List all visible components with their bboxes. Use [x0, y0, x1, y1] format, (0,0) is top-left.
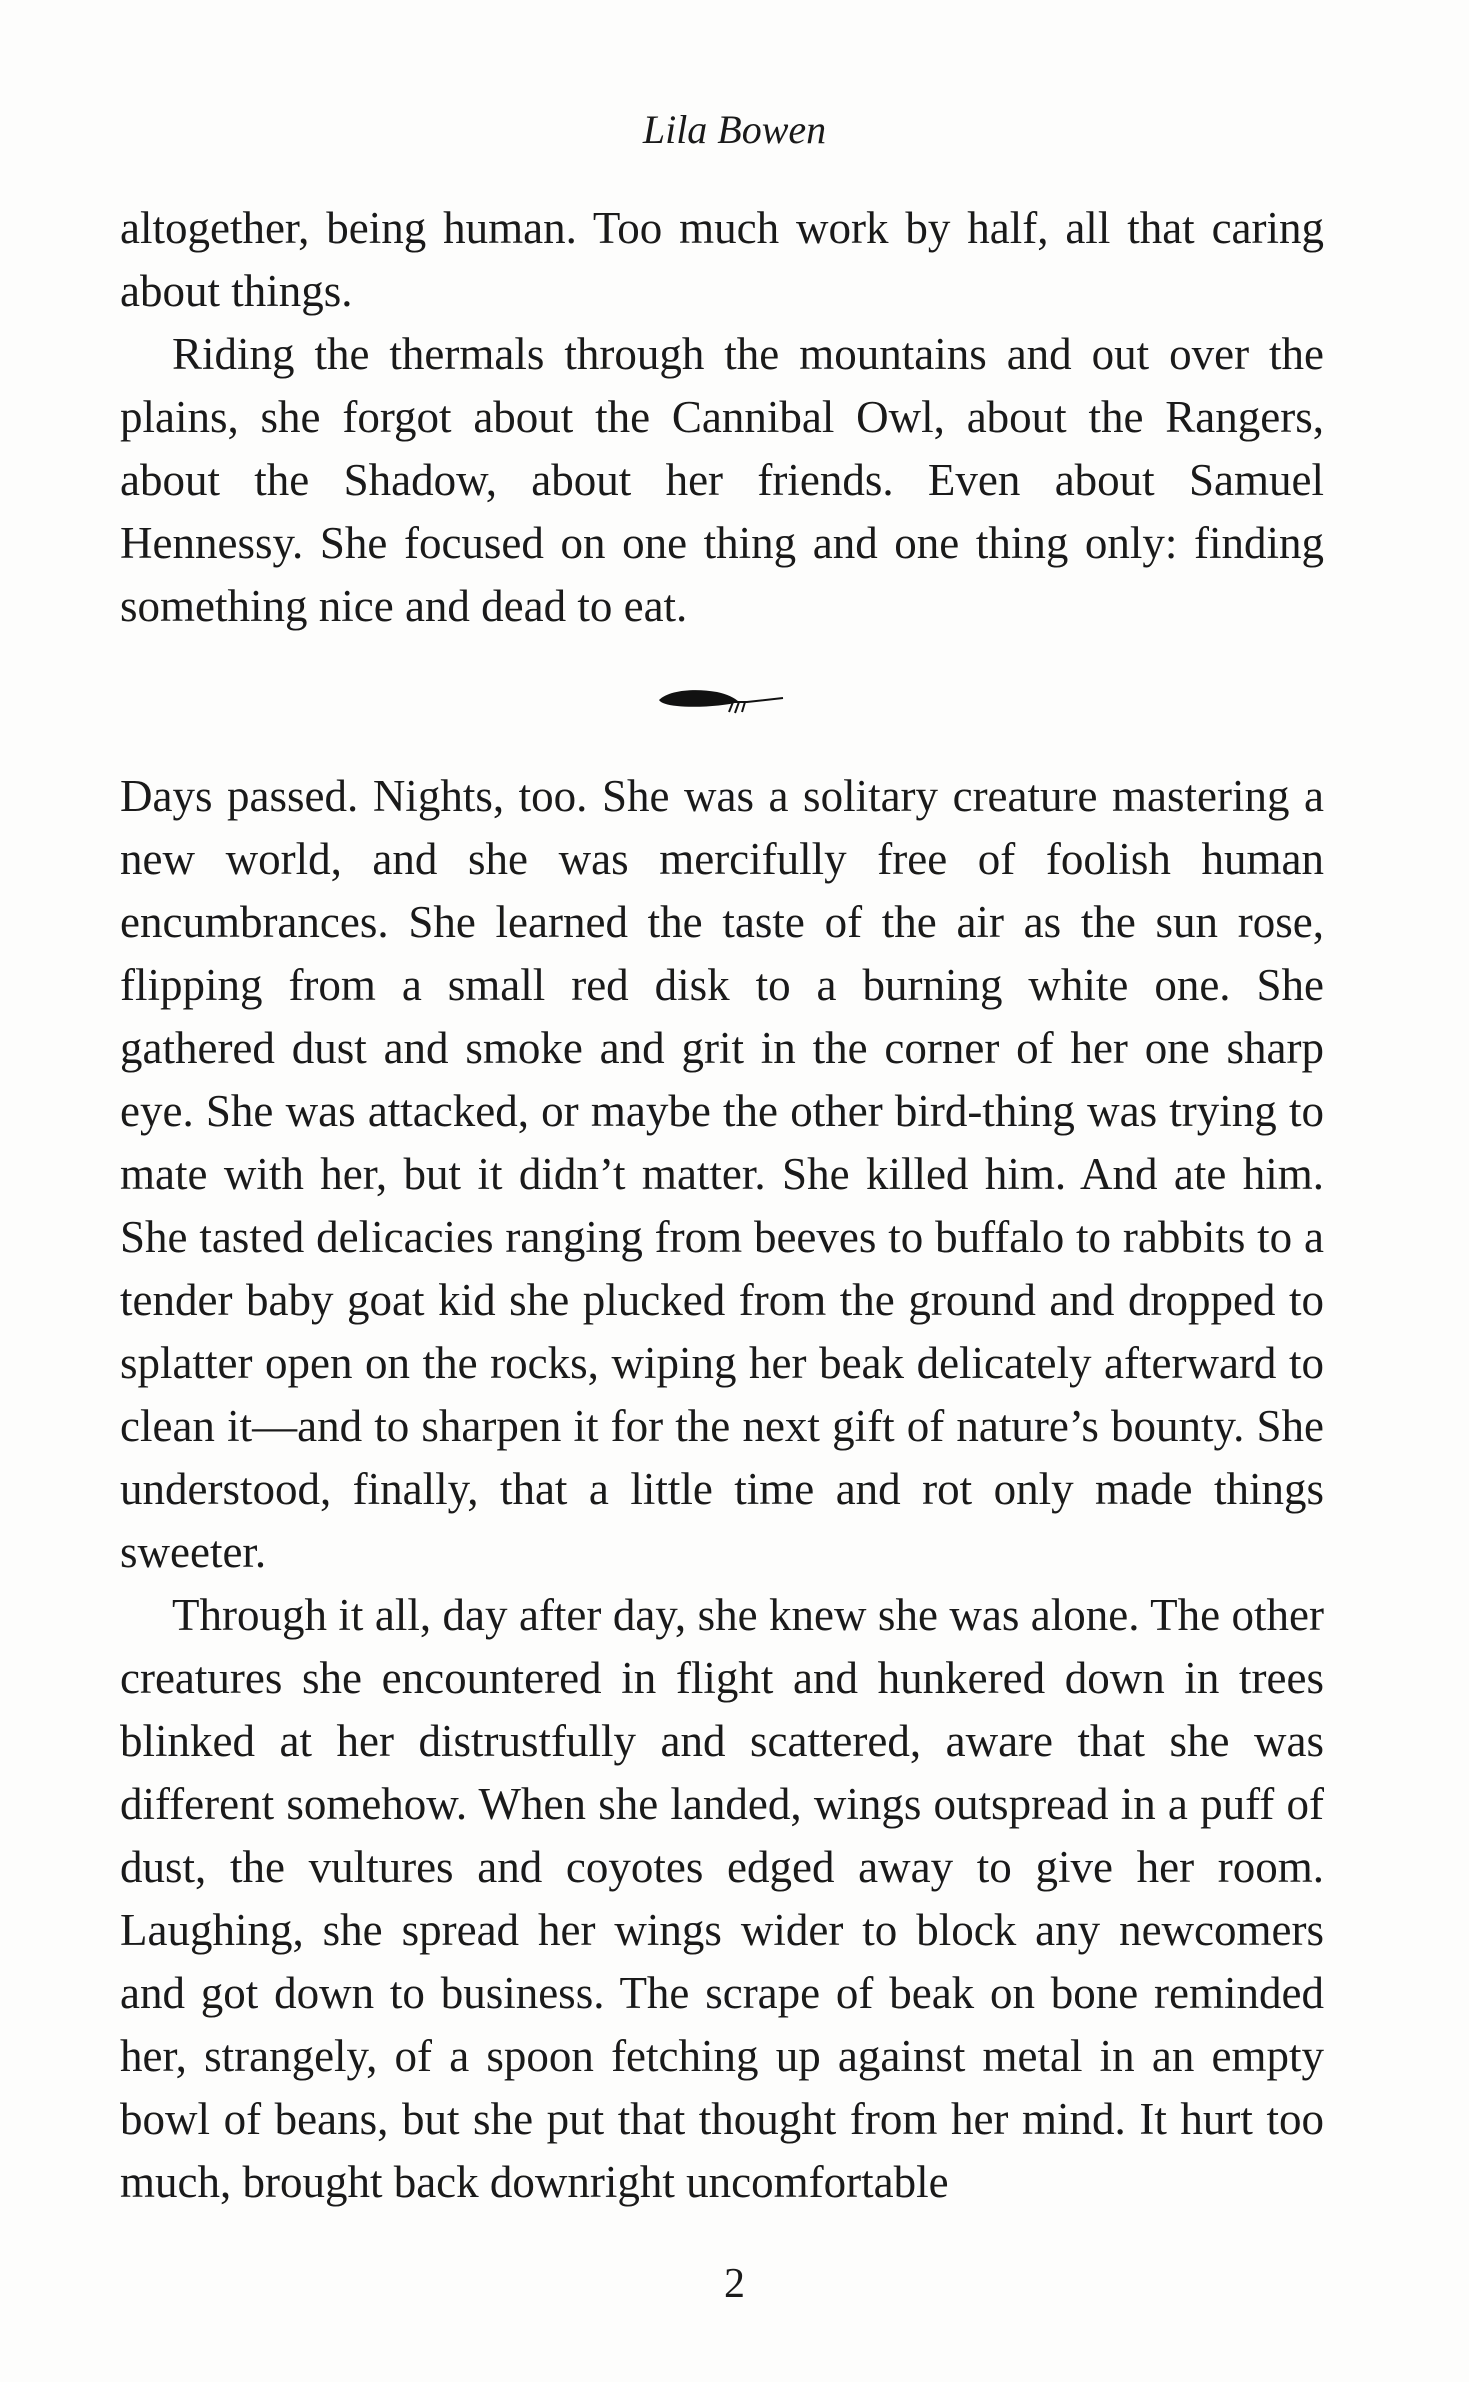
paragraph: Days passed. Nights, too. She was a solitary creature mastering a new world, and she was mercifully free of foolish human encumbrances. She learned the taste of the air as the sun rose, flipping from a small red disk to a burning white one. She gathered dust and smoke and grit in the corner of her one sharp eye. She was attacked, or maybe the other bird-thing was trying to mate with her, but it didn’t matter. She killed him. And ate him. She tasted delicacies ranging from beeves to buffalo to rabbits to a tender baby goat kid she plucked from the ground and dropped to splatter open on the rocks, wiping her beak delicately afterward to clean it—and to sharpen it for the next gift of nature’s bounty. She understood, finally, that a little time and rot only made things sweeter.	[120, 771, 1324, 1577]
paragraph: Through it all, day after day, she knew she was alone. The other creatures she encountered in flight and hunkered down in trees blinked at her distrustfully and scattered, aware that she was different somehow. When she landed, wings outspread in a puff of dust, the vultures and coyotes edged away to give her room. Laughing, she spread her wings wider to block any newcomers and got down to business. The scrape of beak on bone reminded her, strangely, of a spoon fetching up against metal in an empty bowl of beans, but she put that thought from her mind. It hurt too much, brought back downright uncomfortable	[120, 1590, 1324, 2207]
text-block-1	[120, 197, 1324, 638]
paragraph: Riding the thermals through the mountains and out over the plains, she forgot about the Cannibal Owl, about the Rangers, about the Shadow, about her friends. Even about Samuel Hennessy. She focused on one thing and one thing only: finding something nice and dead to eat.	[120, 329, 1324, 631]
text-block-2	[120, 765, 1324, 2214]
running-head: Lila Bowen	[642, 107, 827, 152]
page-number: 2	[724, 2261, 745, 2307]
paragraph: altogether, being human. Too much work by half, all that caring about things.	[120, 203, 1324, 316]
feather-icon	[655, 682, 785, 718]
